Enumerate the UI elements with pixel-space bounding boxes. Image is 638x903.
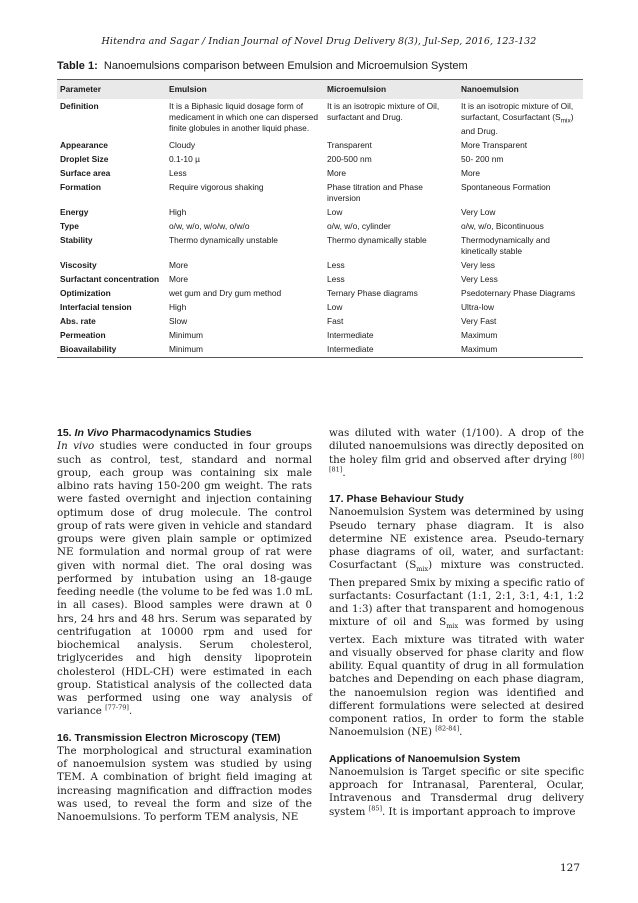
table-cell: Bioavailability bbox=[57, 343, 166, 358]
table-cell: More Transparent bbox=[461, 140, 528, 151]
table-row bbox=[57, 99, 583, 139]
applications-body: Nanoemulsion is Target specific or site specific approach for Intranasal, Parenteral, Ocular, Intravenous and Transdermal drug delivery system [85]. It is important approach to improve bbox=[329, 765, 584, 818]
table-cell: Phase titration and Phase inversion bbox=[327, 182, 423, 204]
table-cell: More bbox=[169, 274, 189, 285]
table-cell: Thermo dynamically stable bbox=[327, 235, 427, 246]
col-header-microemulsion: Microemulsion bbox=[324, 80, 458, 100]
table-row bbox=[57, 287, 583, 301]
table-cell: Appearance bbox=[60, 140, 108, 151]
table-row bbox=[57, 259, 583, 273]
table-cell: 200-500 nm bbox=[327, 154, 372, 165]
table-cell: Maximum bbox=[461, 330, 498, 341]
table-row bbox=[57, 206, 583, 220]
table-row bbox=[57, 139, 583, 153]
section-15-heading-italic: In Vivo bbox=[74, 427, 109, 439]
table-row bbox=[57, 181, 583, 206]
table-cell: Very Low bbox=[461, 207, 496, 218]
table-cell: More bbox=[327, 168, 347, 179]
section-15-body: In vivo studies were conducted in four groups such as control, test, standard and normal group, each group was containing six male albino rats having 150-200 gm weight. The rats were fasted overnight and injection containing optimum dose of drug molecule. The control group of rats were given in vehicle and standard groups were given plain sample or optimized NE formulation and normal group of rat were given with normal diet. The oral dosing was performed by intubation using an 18-gauge feeding needle (the volume to be fed was 1.0 mL in all cases). Blood samples were drawn at 0 hrs, 24 hrs and 48 hrs. Serum was separated by centrifugation at 10000 rpm and used for biochemical analysis. Serum cholesterol, triglycerides and high density lipoprotein cholesterol (HDL-CH) were estimated in each group. Statistical analysis of the collected data was performed using one way analysis of variance [77-79]. bbox=[57, 440, 312, 718]
table-cell: Less bbox=[169, 168, 187, 179]
section-17-heading: 17. Phase Behaviour Study bbox=[329, 493, 464, 505]
table-cell: o/w, w/o, cylinder bbox=[327, 221, 391, 232]
table-row bbox=[57, 329, 583, 343]
table-cell: Cloudy bbox=[169, 140, 196, 151]
table-cell: More bbox=[461, 168, 481, 179]
table-cell: Less bbox=[327, 274, 345, 285]
table-cell: Low bbox=[327, 207, 343, 218]
table-cell: 50- 200 nm bbox=[461, 154, 504, 165]
section-16-heading: 16. Transmission Electron Microscopy (TEM) bbox=[57, 731, 281, 744]
table-cell: Formation bbox=[60, 182, 101, 193]
citation: [77-79] bbox=[105, 703, 129, 712]
table-cell: Slow bbox=[169, 316, 188, 327]
table-cell: Definition bbox=[60, 100, 99, 111]
table-cell: Ultra-low bbox=[461, 302, 495, 313]
col-header-parameter: Parameter bbox=[57, 80, 166, 100]
table-cell: Intermediate bbox=[324, 343, 458, 358]
table-cell: Fast bbox=[327, 316, 344, 327]
table-row bbox=[57, 315, 583, 329]
citation: [82-84] bbox=[435, 724, 460, 733]
table-cell: Ternary Phase diagrams bbox=[327, 288, 418, 299]
table-cell: Very Less bbox=[461, 274, 498, 285]
applications-heading: Applications of Nanoemulsion System bbox=[329, 752, 521, 765]
table-caption-text: Nanoemulsions comparison between Emulsion and Microemulsion System bbox=[103, 60, 468, 72]
table-cell: Low bbox=[327, 302, 343, 313]
table-cell: Spontaneous Formation bbox=[461, 182, 551, 193]
table-cell: Stability bbox=[60, 235, 93, 246]
table-row bbox=[57, 273, 583, 287]
table-cell: Abs. rate bbox=[60, 316, 96, 327]
table-cell: Very less bbox=[461, 260, 495, 271]
table-cell: Minimum bbox=[166, 343, 324, 358]
table-cell: Surface area bbox=[60, 168, 111, 179]
table-cell: Energy bbox=[60, 207, 89, 218]
comparison-table bbox=[57, 79, 583, 358]
table-cell: Psedoternary Phase Diagrams bbox=[461, 288, 576, 299]
table-row bbox=[57, 234, 583, 259]
table-cell: Permeation bbox=[60, 330, 106, 341]
table-caption-label: Table 1: bbox=[57, 60, 98, 72]
table-row bbox=[57, 301, 583, 315]
col-header-emulsion: Emulsion bbox=[166, 80, 324, 100]
running-header: Hitendra and Sagar / Indian Journal of Novel Drug Delivery 8(3), Jul-Sep, 2016, 123-132 bbox=[101, 36, 537, 47]
section-15-heading: 15. In Vivo Pharmacodynamics Studies bbox=[57, 427, 252, 439]
table-cell: Intermediate bbox=[327, 330, 374, 341]
table-cell: Thermo dynamically unstable bbox=[169, 235, 278, 246]
table-row bbox=[57, 167, 583, 181]
table-cell: It is an isotropic mixture of Oil, surfactant and Drug. bbox=[327, 100, 440, 122]
table-caption bbox=[57, 60, 468, 72]
citation: [85] bbox=[368, 804, 383, 813]
table-cell: Minimum bbox=[169, 330, 203, 341]
table-cell: Require vigorous shaking bbox=[169, 182, 264, 193]
table-cell: o/w, w/o, Bicontinuous bbox=[461, 221, 544, 232]
table-row bbox=[57, 343, 583, 358]
section-16-body: The morphological and structural examination of nanoemulsion system was studied by using TEM. A combination of bright field imaging at increasing magnification and diffraction modes was used, to reveal the form and size of the Nanoemulsions. To perform TEM analysis, NE bbox=[57, 744, 312, 823]
table-cell: Transparent bbox=[327, 140, 372, 151]
table-cell: It is a Biphasic liquid dosage form of medicament in which one can dispersed finite globules in another liquid phase. bbox=[169, 100, 318, 133]
table-cell: Very Fast bbox=[461, 316, 497, 327]
table-cell: wet gum and Dry gum method bbox=[169, 288, 282, 299]
section-17-body: Nanoemulsion System was determined by using Pseudo ternary phase diagram. It is also determine NE existence area. Pseudo-ternary phase diagrams of oil, water, and surfactant: Cosurfactant $(S_{mix})$ mixture was constructed. Then prepared Smix by mixing a specific ratio of surfactants: Cosurfactant (1:1, 2:1, 3:1, 4:1, 1:2 and 1:3) after that transparent and homogenous mixture of oil and $S_{mix}$ was formed by using vertex. Each mixture was titrated with water and visually observed for phase clarity and flow ability. Equal quantity of drug in all formulation batches and Depending on each phase diagram, the nanoemulsion region was identified and different formulations were selected at desired component ratios, In order to form the stable Nanoemulsion (NE) [82-84]. bbox=[329, 506, 584, 739]
table-header-row bbox=[57, 80, 583, 100]
table-cell: Thermodynamically and kinetically stable bbox=[461, 235, 550, 257]
table-cell: Less bbox=[327, 260, 345, 271]
table-cell: Optimization bbox=[60, 288, 111, 299]
table-cell: o/w, w/o, w/o/w, o/w/o bbox=[169, 221, 250, 232]
table-cell: High bbox=[169, 207, 187, 218]
col-header-nanoemulsion: Nanoemulsion bbox=[458, 80, 583, 100]
section-16-continued: was diluted with water (1/100). A drop of the diluted nanoemulsions was directly deposited on the holey film grid and observed after drying [80] [81]. bbox=[329, 427, 584, 479]
table-cell: Interfacial tension bbox=[60, 302, 132, 313]
table-cell: High bbox=[169, 302, 187, 313]
page-number: 127 bbox=[560, 862, 581, 874]
citation: [80] [81] bbox=[329, 452, 584, 474]
table-cell: Surfactant concentration bbox=[60, 274, 160, 285]
table-body bbox=[57, 99, 583, 357]
table-cell: It is an isotropic mixture of Oil, surfactant, Cosurfactant $(S_{mix})$ and Drug. bbox=[461, 100, 574, 137]
table-cell: 0.1-10 µ bbox=[169, 154, 200, 165]
table-cell: Type bbox=[60, 221, 79, 232]
table-row bbox=[57, 153, 583, 167]
table-cell: Droplet Size bbox=[60, 154, 109, 165]
table-row bbox=[57, 220, 583, 234]
table-cell: More bbox=[169, 260, 189, 271]
left-column bbox=[57, 427, 312, 824]
right-column bbox=[329, 427, 584, 819]
table-cell: Viscosity bbox=[60, 260, 97, 271]
table-cell: Maximum bbox=[458, 343, 583, 358]
